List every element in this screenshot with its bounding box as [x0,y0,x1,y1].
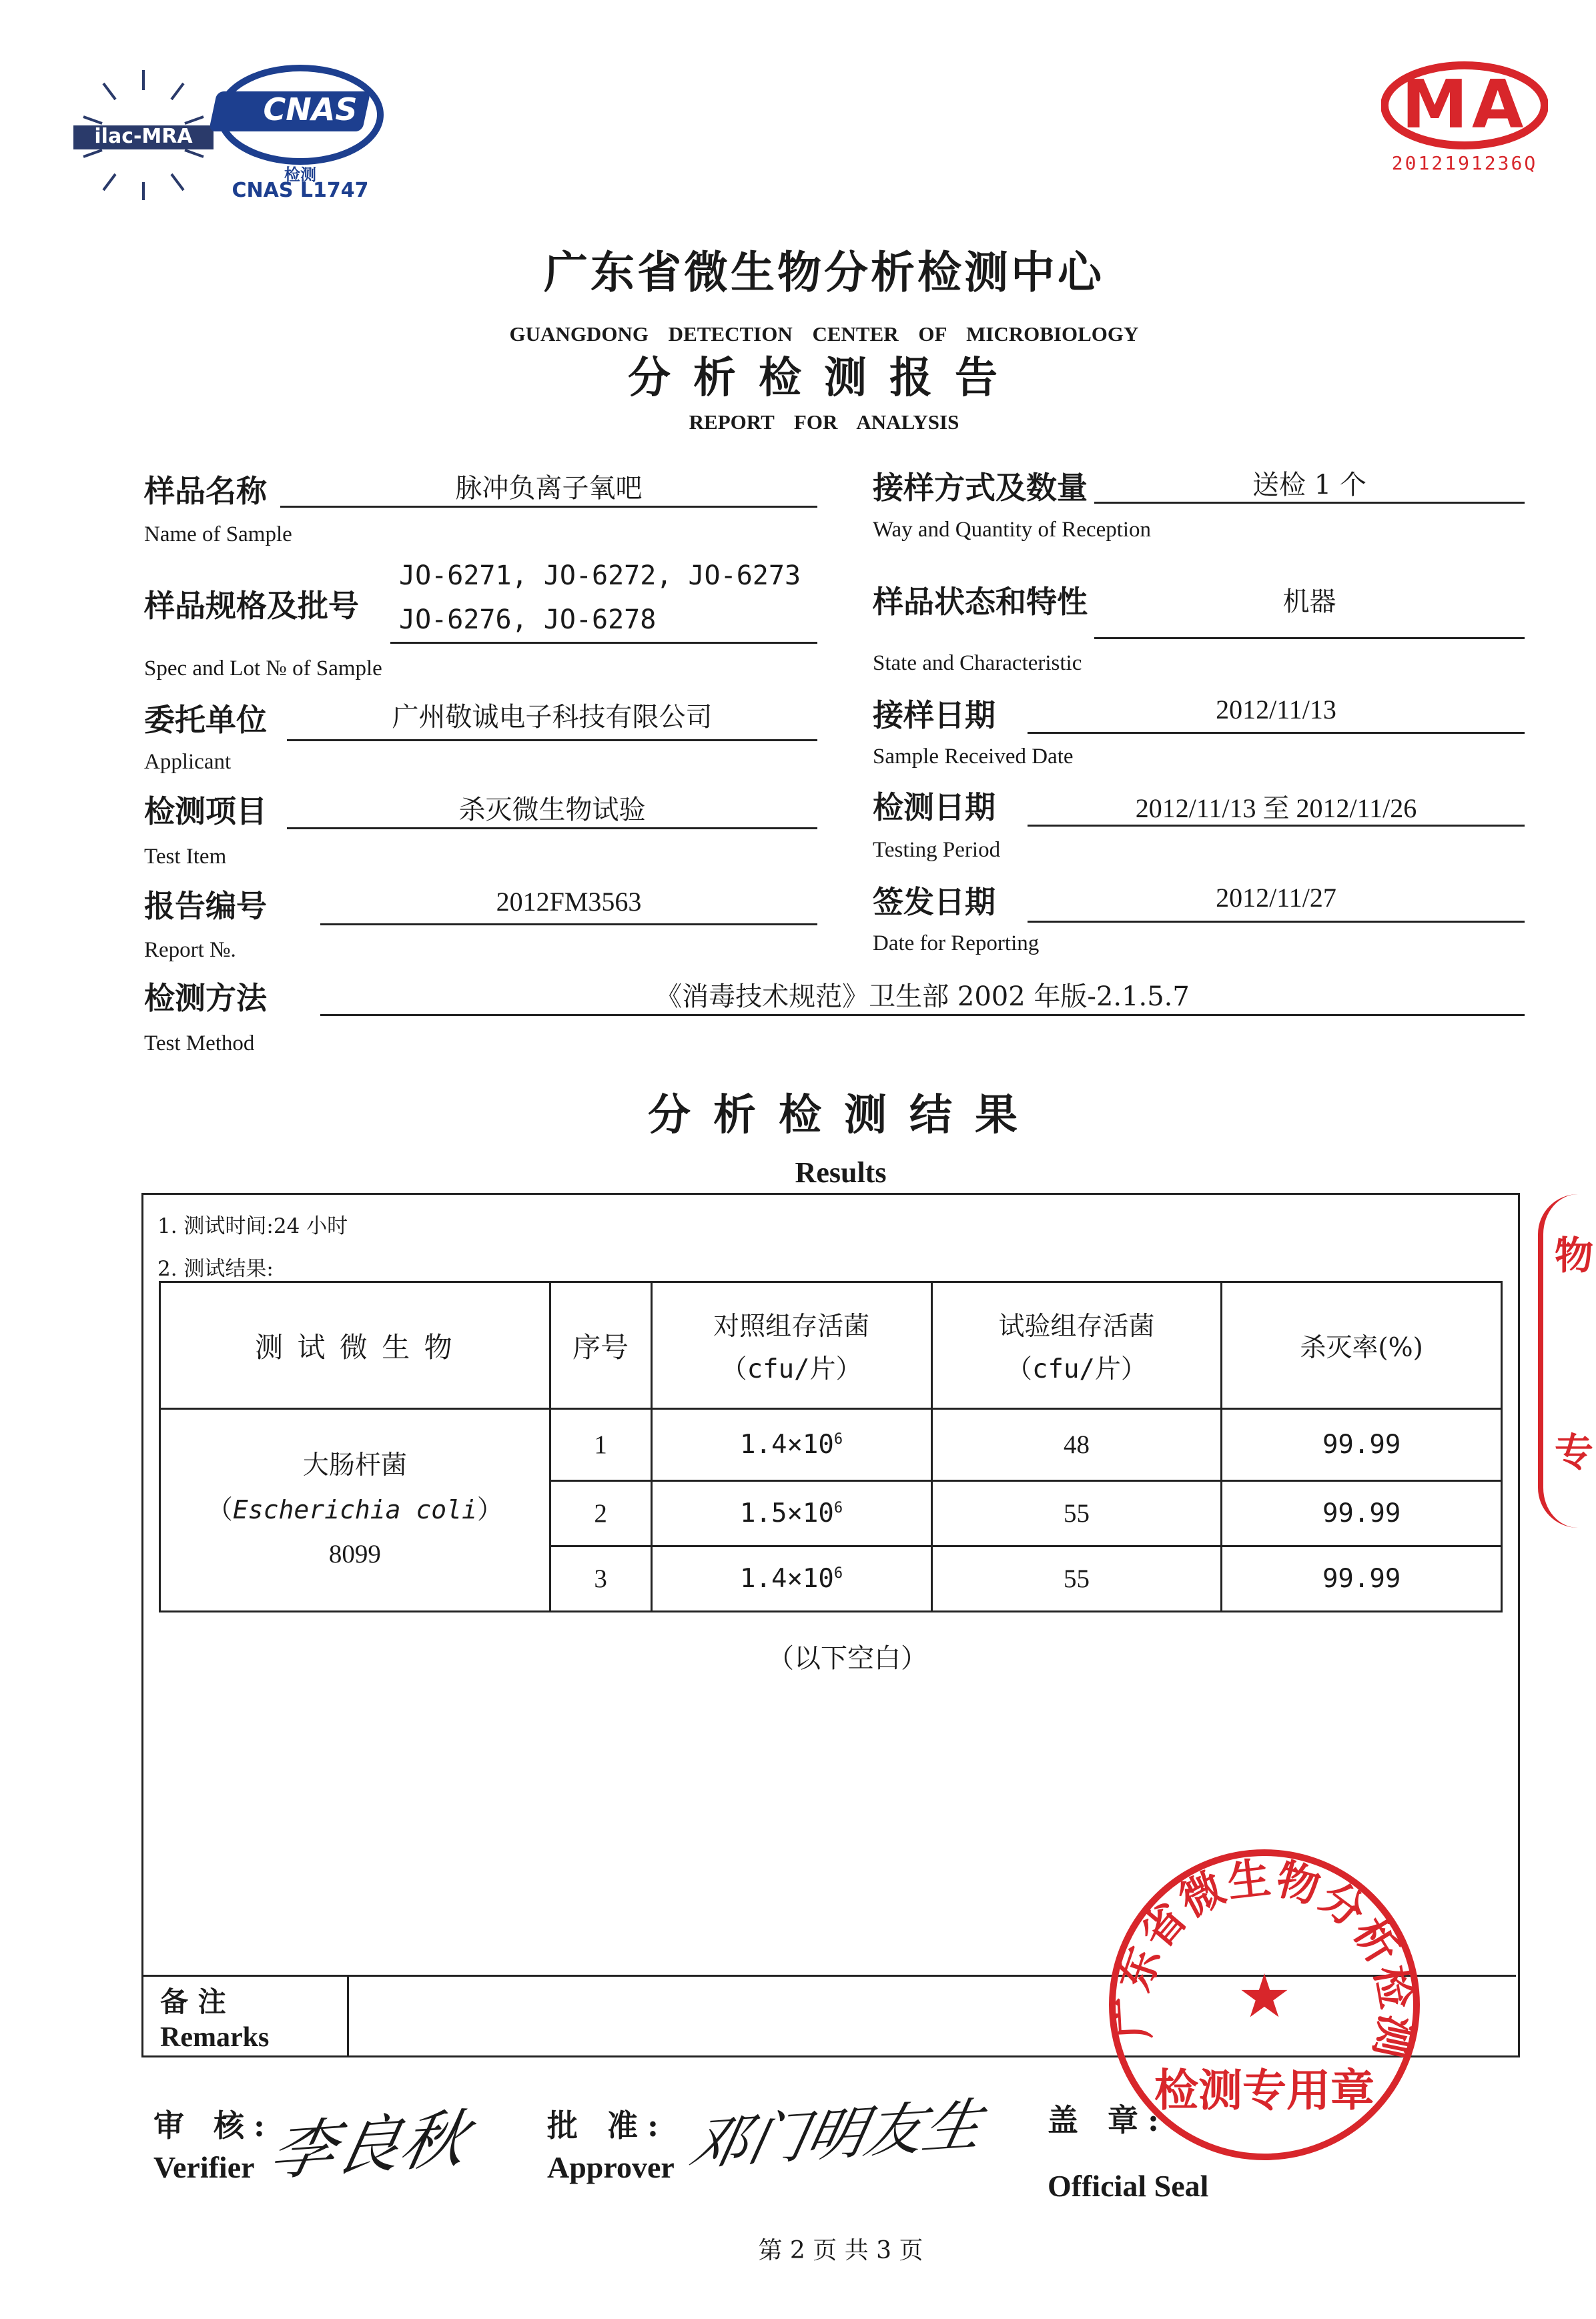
ilac-mra-logo [63,57,224,203]
spec-value-line2: JO-6276, JO-6278 [399,604,657,635]
table-cell-control [651,1481,931,1546]
test-item-label: 检测项目 [144,793,267,829]
seal-label-zh: 盖 章: [1048,2102,1168,2138]
report-title-zh: 分析检测报告 [628,353,1020,403]
testing-period-value: 2012/11/13 至 2012/11/26 [1135,793,1417,823]
organism-paren-close: ） [476,1495,503,1525]
test-item-value: 杀灭微生物试验 [458,795,646,825]
results-table [159,1281,1503,1612]
control-exponent: 6 [833,1431,843,1448]
control-value: 1.4×10 [740,1430,834,1460]
table-cell-test: 55 [931,1481,1222,1546]
table-cell-seq: 3 [550,1546,651,1612]
organism-latin-line [161,1488,549,1532]
report-no-value: 2012FM3563 [496,887,642,917]
organism-latin: Escherichia coli [232,1495,477,1524]
table-cell-seq: 2 [550,1481,651,1546]
table-cell-rate: 99.99 [1222,1546,1502,1612]
partial-stamp-char-1: 物 [1555,1233,1594,1278]
header-seq: 序号 [550,1282,651,1409]
received-date-label-en: Sample Received Date [873,745,1074,769]
testing-period-label: 检测日期 [873,789,995,825]
cma-number: 2012191236Q [1391,152,1538,174]
header-control-line1: 对照组存活菌 [713,1311,870,1342]
state-label-en: State and Characteristic [873,651,1082,675]
remarks-label-en: Remarks [160,2022,270,2053]
header-test-line1: 试验组存活菌 [998,1311,1155,1342]
table-cell-rate: 99.99 [1222,1409,1502,1481]
sample-name-underline [280,506,817,508]
reception-label: 接样方式及数量 [873,470,1088,506]
test-duration-note: 1. 测试时间:24 小时 [157,1214,348,1238]
header-organism: 测 试 微 生 物 [160,1282,550,1409]
test-method-label: 检测方法 [144,980,267,1016]
remarks-label-zh: 备 注 [160,1985,226,2018]
table-cell-seq: 1 [550,1409,651,1481]
verifier-signature: 李良秋 [264,2102,474,2190]
test-method-value: 《消毒技术规范》卫生部 2002 年版-2.1.5.7 [655,981,1190,1012]
control-exponent: 6 [833,1500,843,1516]
header-rate: 杀灭率(%) [1222,1282,1502,1409]
cnas-text: CNAS [263,91,358,127]
received-date-underline [1028,732,1525,734]
center-title-zh: 广东省微生物分析检测中心 [544,246,1104,298]
organism-strain: 8099 [328,1540,381,1568]
approver-label-en: Approver [547,2150,675,2184]
table-cell-test: 48 [931,1409,1222,1481]
ilac-text: ilac-MRA [94,125,193,148]
stamp-ring-text: 广东省微生物分析检测 [1107,1853,1423,2064]
spec-label-en: Spec and Lot № of Sample [144,656,382,680]
date-reporting-label: 签发日期 [873,884,995,920]
report-no-label-en: Report №. [144,938,236,962]
date-reporting-label-en: Date for Reporting [873,931,1040,955]
applicant-underline [287,739,817,741]
applicant-label-en: Applicant [144,750,232,774]
date-reporting-underline [1028,921,1525,923]
reception-value: 送检 1 个 [1252,470,1366,500]
received-date-label: 接样日期 [873,697,995,733]
spec-underline [390,642,817,644]
received-date-value: 2012/11/13 [1216,694,1336,725]
reception-underline [1094,502,1525,504]
table-cell-control [651,1409,931,1481]
testing-period-underline [1028,825,1525,827]
report-no-label: 报告编号 [144,888,267,924]
header-control-line2: （cfu/片） [721,1354,862,1384]
applicant-label: 委托单位 [144,702,267,738]
test-method-label-en: Test Method [144,1031,255,1055]
sample-name-value: 脉冲负离子氧吧 [455,473,643,504]
date-reporting-value: 2012/11/27 [1216,883,1336,913]
test-item-underline [287,827,817,829]
approver-label-zh: 批 准: [547,2108,668,2144]
sample-name-label: 样品名称 [144,473,267,509]
cnas-logo [210,61,390,208]
organism-paren-open: （ [206,1495,233,1525]
cma-text: MA [1401,65,1528,143]
state-value: 机器 [1282,586,1336,617]
organism-cell [160,1409,550,1612]
stamp-center-text: 检测专用章 [1154,2064,1374,2116]
test-item-label-en: Test Item [144,845,227,869]
test-result-note: 2. 测试结果: [157,1257,274,1281]
partial-stamp-char-2: 专 [1555,1430,1594,1475]
control-value: 1.4×10 [740,1564,834,1594]
cnas-number: CNAS L1747 [232,179,369,202]
state-underline [1094,637,1525,639]
reception-label-en: Way and Quantity of Reception [873,518,1152,542]
state-label: 样品状态和特性 [873,584,1088,620]
remarks-vertical-divider [347,1975,349,2055]
seal-label-en: Official Seal [1048,2169,1209,2203]
spec-value-line1: JO-6271, JO-6272, JO-6273 [399,560,801,591]
cma-logo [1381,59,1548,185]
test-method-underline [320,1014,1525,1016]
table-cell-control [651,1546,931,1612]
verifier-label-zh: 审 核: [153,2108,274,2144]
cnas-check-text: 检测 [284,165,316,184]
page-indicator: 第 2 页 共 3 页 [758,2237,923,2264]
organism-zh: 大肠杆菌 [302,1450,407,1480]
table-cell-rate: 99.99 [1222,1481,1502,1546]
blank-note: （以下空白） [767,1643,927,1674]
center-title-en: GUANGDONG DETECTION CENTER OF MICROBIOLOGY [509,322,1139,346]
control-value: 1.5×10 [740,1498,834,1528]
stamp-star-icon: ★ [1237,1961,1292,2031]
approver-signature: 邓门明友生 [684,2092,989,2178]
control-exponent: 6 [833,1565,843,1582]
header-test [931,1282,1222,1409]
table-cell-test: 55 [931,1546,1222,1612]
header-control [651,1282,931,1409]
header-test-line2: （cfu/片） [1006,1354,1147,1384]
verifier-label-en: Verifier [153,2150,255,2184]
sample-name-label-en: Name of Sample [144,522,292,546]
spec-label: 样品规格及批号 [144,588,359,624]
report-title-en: REPORT FOR ANALYSIS [689,410,959,434]
report-no-underline [320,923,817,925]
applicant-value: 广州敬诚电子科技有限公司 [392,702,713,733]
testing-period-label-en: Testing Period [873,838,1001,862]
results-title-zh: 分析检测结果 [648,1090,1040,1140]
results-title-en: Results [795,1156,887,1189]
